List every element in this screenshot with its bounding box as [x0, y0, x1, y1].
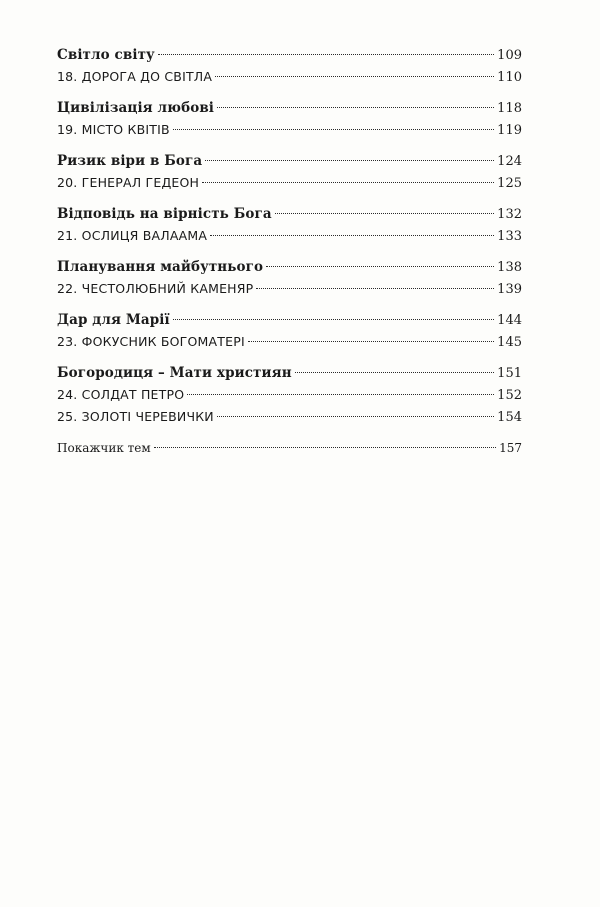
toc-theme-entry: [57, 256, 522, 278]
toc-group-24: [57, 362, 522, 428]
toc-story-entry: [57, 384, 522, 406]
toc-theme-entry: [57, 362, 522, 384]
toc-story-entry: [57, 66, 522, 88]
toc-story-title: 23. ФОКУСНИК БОГОМАТЕРІ: [57, 334, 245, 349]
toc-group-23: [57, 309, 522, 353]
toc-theme-title: Відповідь на вірність Бога: [57, 206, 272, 222]
dot-leader: [215, 76, 494, 77]
toc-theme-title: Дар для Марії: [57, 312, 170, 328]
toc-story-title: 24. СОЛДАТ ПЕТРО: [57, 387, 185, 402]
toc-story-title: 20. ГЕНЕРАЛ ГЕДЕОН: [57, 175, 200, 190]
toc-story-entry: [57, 172, 522, 194]
toc-theme-title: Ризик віри в Бога: [57, 153, 203, 169]
toc-story-title: 18. ДОРОГА ДО СВІТЛА: [57, 69, 213, 84]
table-of-contents: [57, 44, 522, 468]
toc-page-number: 154: [497, 410, 522, 425]
toc-theme-title: Цивілізація любові: [57, 100, 215, 116]
toc-page-number: 152: [497, 388, 522, 403]
toc-page-number: 145: [497, 335, 522, 350]
toc-page-number: 151: [497, 366, 522, 381]
dot-leader: [187, 394, 494, 395]
toc-group-index: [57, 437, 522, 459]
toc-group-21: [57, 203, 522, 247]
toc-story-title: 19. МІСТО КВІТІВ: [57, 122, 170, 137]
dot-leader: [154, 447, 496, 448]
toc-group-19: [57, 97, 522, 141]
toc-page-number: 157: [499, 441, 522, 455]
toc-theme-entry: [57, 309, 522, 331]
toc-page-number: 139: [497, 282, 522, 297]
dot-leader: [210, 235, 494, 236]
dot-leader: [217, 107, 494, 108]
toc-theme-title: Богородиця – Мати християн: [57, 365, 292, 381]
toc-group-18: [57, 44, 522, 88]
toc-theme-title: Планування майбутнього: [57, 259, 264, 275]
toc-story-title: 22. ЧЕСТОЛЮБНИЙ КАМЕНЯР: [57, 281, 254, 296]
dot-leader: [217, 416, 494, 417]
toc-page-number: 124: [497, 154, 522, 169]
dot-leader: [202, 182, 494, 183]
toc-theme-entry: [57, 150, 522, 172]
toc-story-entry: [57, 119, 522, 141]
toc-story-entry: [57, 331, 522, 353]
toc-page-number: 125: [497, 176, 522, 191]
toc-page-number: 109: [497, 48, 522, 63]
dot-leader: [205, 160, 494, 161]
dot-leader: [295, 372, 494, 373]
dot-leader: [158, 54, 494, 55]
toc-page-number: 118: [497, 101, 522, 116]
toc-page-number: 144: [497, 313, 522, 328]
dot-leader: [173, 129, 494, 130]
toc-story-title: 25. ЗОЛОТІ ЧЕРЕВИЧКИ: [57, 409, 214, 424]
toc-story-entry: [57, 406, 522, 428]
dot-leader: [248, 341, 494, 342]
toc-story-entry: [57, 278, 522, 300]
toc-page-number: 133: [497, 229, 522, 244]
toc-group-22: [57, 256, 522, 300]
dot-leader: [256, 288, 494, 289]
toc-theme-entry: [57, 97, 522, 119]
toc-group-20: [57, 150, 522, 194]
toc-index-entry: [57, 437, 522, 459]
toc-page-number: 119: [497, 123, 522, 138]
dot-leader: [266, 266, 494, 267]
toc-page-number: 110: [497, 70, 522, 85]
toc-story-title: 21. ОСЛИЦЯ ВАЛААМА: [57, 228, 208, 243]
toc-theme-entry: [57, 44, 522, 66]
toc-theme-entry: [57, 203, 522, 225]
dot-leader: [275, 213, 494, 214]
toc-theme-title: Світло світу: [57, 47, 155, 63]
dot-leader: [173, 319, 494, 320]
toc-story-entry: [57, 225, 522, 247]
toc-page-number: 138: [497, 260, 522, 275]
toc-page-number: 132: [497, 207, 522, 222]
toc-index-title: Покажчик тем: [57, 441, 151, 455]
